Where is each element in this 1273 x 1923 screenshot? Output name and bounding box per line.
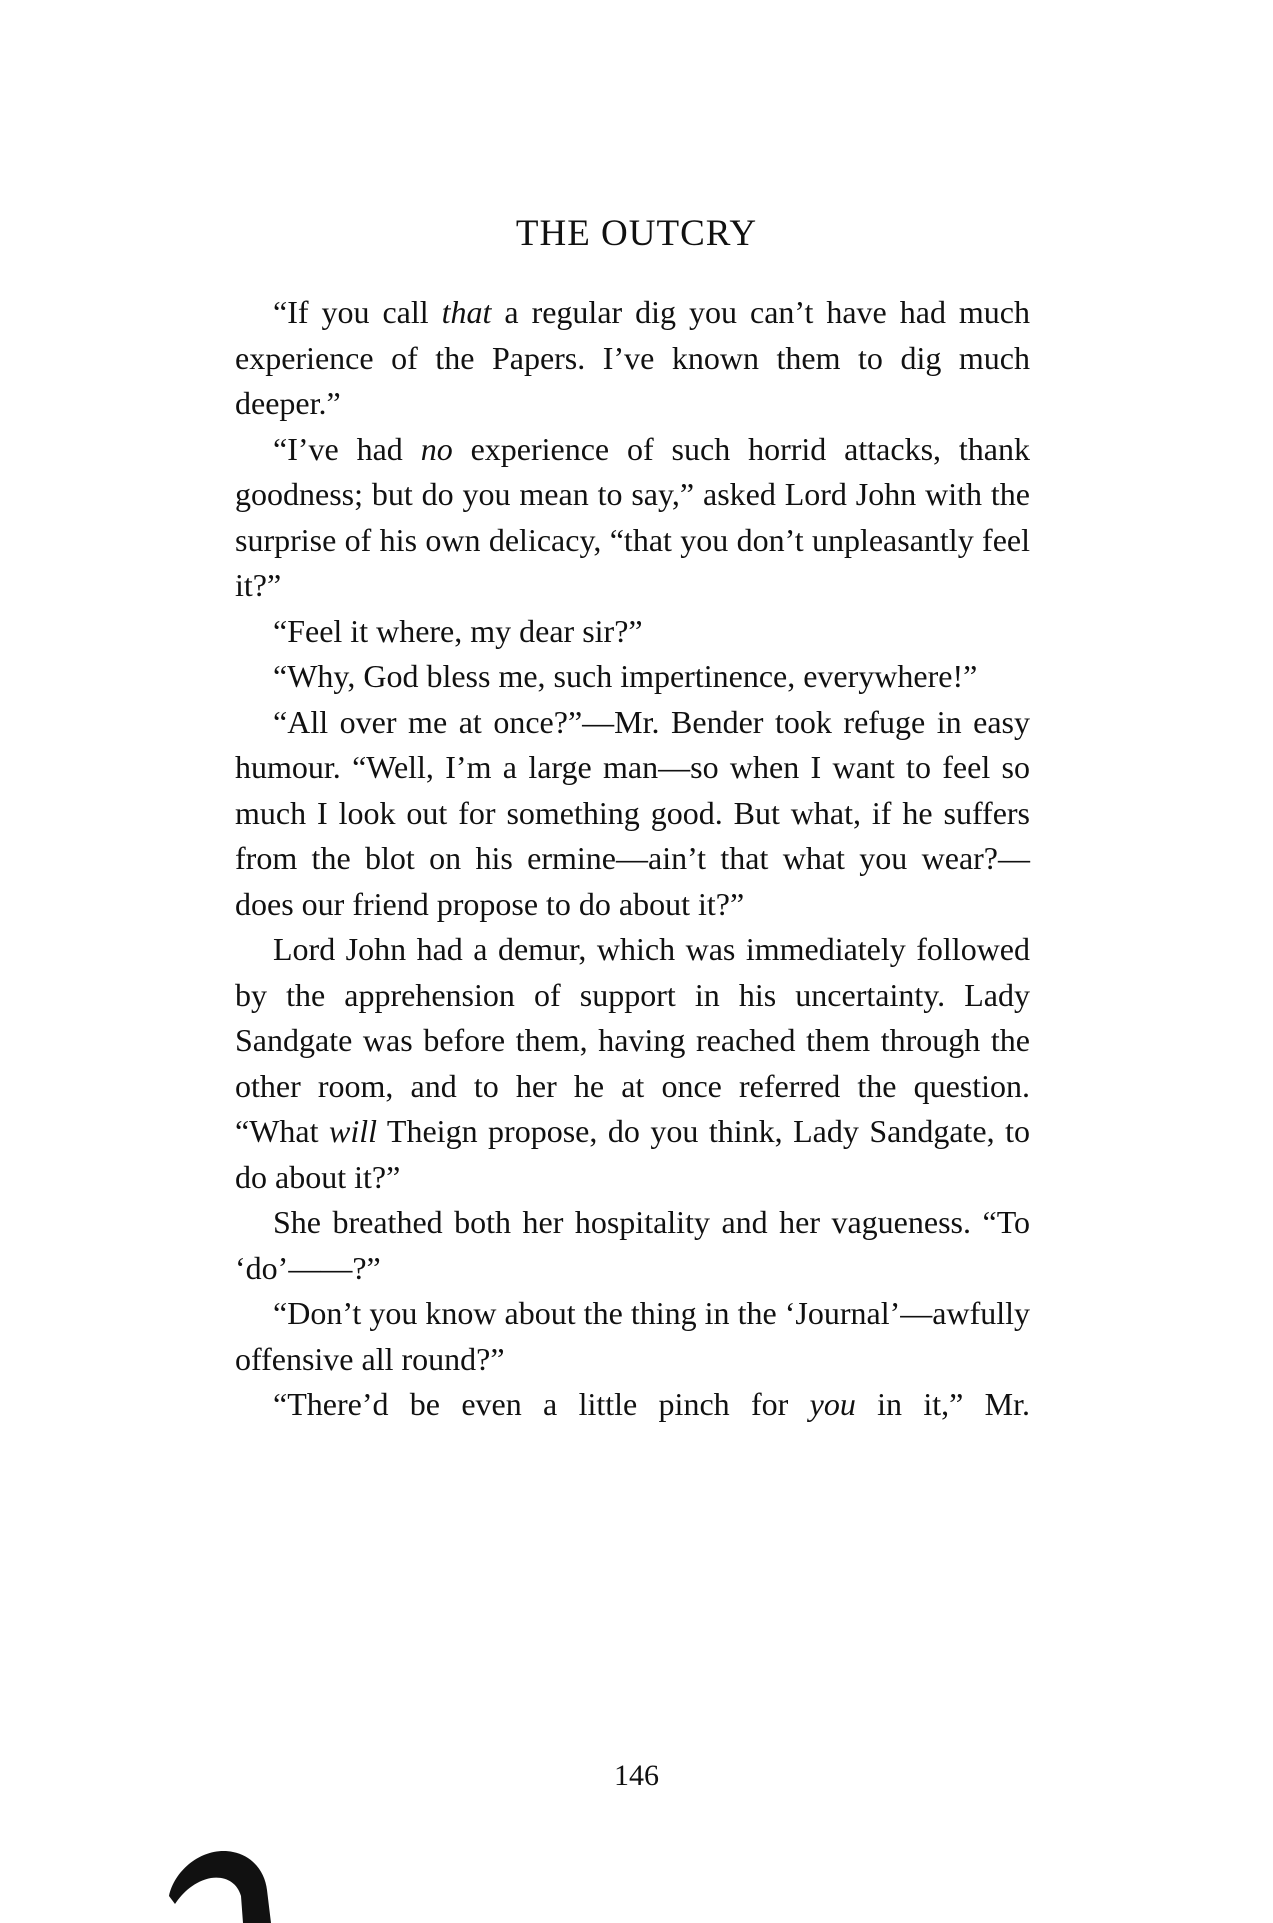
text-run: She breathed both her hospitality and her vagueness. “To ‘do’——?” bbox=[235, 1204, 1030, 1286]
page-number: 146 bbox=[614, 1759, 659, 1792]
text-run: “Feel it where, my dear sir?” bbox=[273, 612, 643, 649]
emphasis: that bbox=[441, 294, 492, 330]
paragraph bbox=[235, 1200, 1030, 1291]
text-run: a regular dig you can’t have had much experience of the Papers. I’ve known them to dig much deeper.” bbox=[235, 294, 1031, 421]
paragraph bbox=[235, 609, 1030, 655]
paragraph bbox=[235, 1382, 1030, 1428]
paragraph bbox=[235, 654, 1030, 700]
emphasis: will bbox=[329, 1113, 378, 1149]
paragraph bbox=[235, 1291, 1030, 1382]
text-run: “All over me at once?”—Mr. Bender took refuge in easy humour. “Well, I’m a large man—so when I want to feel so much I look out for something good. But what, if he suffers from the blot on his ermine—ain’t that what you wear?—does our friend propose to do about it?” bbox=[235, 703, 1030, 922]
paragraph bbox=[235, 427, 1030, 609]
text-run: Theign propose, do you think, Lady Sandgate, to do about it?” bbox=[235, 1113, 1031, 1195]
ink-blot-mark bbox=[165, 1838, 275, 1923]
running-head: THE OUTCRY bbox=[515, 213, 758, 254]
text-run: Lord John had a demur, which was immediately followed by the apprehension of support in his uncertainty. Lady Sandgate was before them, having reached them through the other room, and to her he at once referred the question. “What bbox=[235, 931, 1030, 1149]
paragraph bbox=[235, 927, 1030, 1200]
text-run: “There’d be even a little pinch for bbox=[273, 1386, 810, 1422]
paragraph bbox=[235, 290, 1030, 427]
text-run: experience of such horrid attacks, thank goodness; but do you mean to say,” asked Lord John with the surprise of his own delicacy, “that you don’t unpleasantly feel it?” bbox=[235, 430, 1030, 603]
text-run: “Why, God bless me, such impertinence, everywhere!” bbox=[273, 658, 978, 694]
text-run: “I’ve had bbox=[273, 430, 421, 467]
paragraph bbox=[235, 700, 1030, 928]
emphasis: no bbox=[420, 430, 453, 467]
emphasis: you bbox=[809, 1386, 856, 1422]
text-run: “If you call bbox=[273, 294, 442, 330]
text-run: in it,” Mr. bbox=[855, 1386, 1031, 1422]
text-run: “Don’t you know about the thing in the ‘Journal’—awfully offensive all round?” bbox=[235, 1295, 1030, 1377]
body-text bbox=[235, 290, 1030, 1428]
